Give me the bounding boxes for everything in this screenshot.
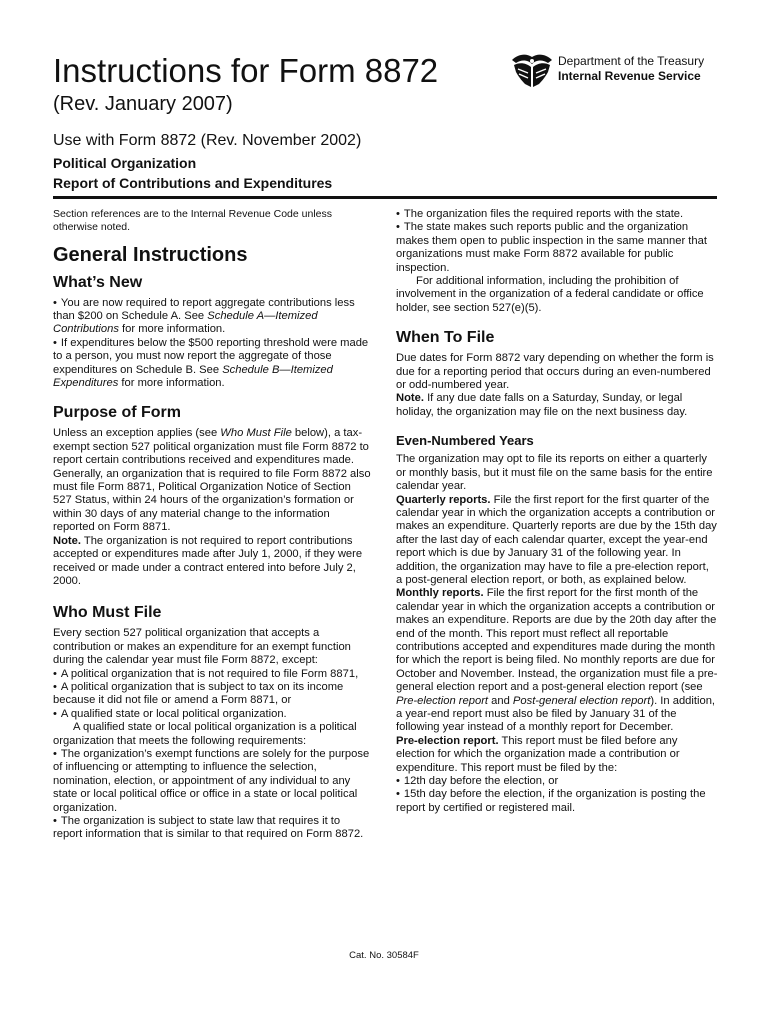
when-to-file-heading: When To File <box>396 329 495 347</box>
purpose-paragraph: Unless an exception applies (see Who Must File below), a tax-exempt section 527 political organization must file Form 8872 to report certain contributions received and expenditures made. Generally, an organization that is required to file Form 8872 also must file Form 8871, Political Organization Notice of Section 527 Status, within 24 hours of the organization’s formation or within 30 days of any material change to the information reported on Form 8871. <box>53 427 371 534</box>
header-rule <box>53 196 717 199</box>
qualified-org-intro: A qualified state or local political organization is a political organization that meets the following requirements: <box>53 721 357 747</box>
whats-new-bullet-1: • You are now required to report aggregate contributions less than $200 on Schedule A. See Schedule A—Itemized Contributions for more information. <box>53 297 371 337</box>
when-to-file-note: Note. If any due date falls on a Saturday, Sunday, or legal holiday, the organization may file on the next business day. <box>396 392 688 418</box>
department-name: Department of the Treasury <box>558 54 705 68</box>
left-column <box>53 208 371 842</box>
qualified-org-bullet-1: • The organization’s exempt functions are solely for the purpose of influencing or attempting to influence the selection, nomination, election, or appointment of any individual to any state or local political office or office in a state or local political organization. <box>53 748 371 815</box>
pre-election-report-paragraph: Pre-election report. This report must be filed before any election for which the organization made a contribution or expenditure. This report must be filed by the: <box>396 734 680 774</box>
whats-new-heading: What’s New <box>53 273 143 291</box>
who-must-file-intro: Every section 527 political organization that accepts a contribution or makes an expenditure for an exempt function during the calendar year must file Form 8872, except: <box>53 627 351 667</box>
who-must-file-bullet-2: • A political organization that is subject to tax on its income because it did not file or amend a Form 8871, or <box>53 681 371 708</box>
even-years-paragraph: The organization may opt to file its reports on either a quarterly or monthly basis, but it must file on the same basis for the entire calendar year. <box>396 453 713 493</box>
subtitle-line-1: Political Organization <box>53 155 197 171</box>
whats-new-bullet-2: • If expenditures below the $500 reporting threshold were made to a person, you must now report the aggregate of those expenditures on Schedule B. See Schedule B—Itemized Expenditures for more information. <box>53 337 371 391</box>
general-instructions-heading: General Instructions <box>53 243 248 266</box>
purpose-of-form-heading: Purpose of Form <box>53 404 182 422</box>
pre-election-bullet-1: • 12th day before the election, or <box>396 775 718 788</box>
qualified-org-bullet-2: • The organization is subject to state law that requires it to report information that is similar to that required on Form 8872. <box>53 815 371 842</box>
state-bullet-2: • The state makes such reports public and the organization makes them open to public inspection in the same manner that organizations must make Form 8872 available for public inspection. <box>396 221 718 275</box>
right-column <box>396 208 718 815</box>
when-to-file-paragraph: Due dates for Form 8872 vary depending on whether the form is due for a reporting period that occurs during an even-numbered or odd-numbered year. <box>396 352 714 392</box>
subtitle-line-2: Report of Contributions and Expenditures <box>53 175 333 191</box>
use-with-note: Use with Form 8872 (Rev. November 2002) <box>53 132 362 149</box>
irs-eagle-logo-icon <box>510 51 554 89</box>
purpose-note: Note. The organization is not required to report contributions accepted or expenditures made after July 1, 2000, if they were received or made under a contract entered into before July 2, 2000. <box>53 534 363 587</box>
who-must-file-bullet-1: • A political organization that is not required to file Form 8871, <box>53 668 371 681</box>
section-references-note: Section references are to the Internal Revenue Code unless otherwise noted. <box>53 208 333 234</box>
agency-name: Internal Revenue Service <box>558 69 701 83</box>
revision-date: (Rev. January 2007) <box>53 93 233 115</box>
who-must-file-heading: Who Must File <box>53 604 162 622</box>
even-numbered-years-heading: Even-Numbered Years <box>396 433 534 449</box>
additional-info-paragraph: For additional information, including the prohibition of involvement in the organization of a federal candidate or office holder, see section 527(e)(5). <box>396 275 704 314</box>
pre-election-bullet-2: • 15th day before the election, if the organization is posting the report by certified or registered mail. <box>396 788 718 815</box>
quarterly-reports-paragraph: Quarterly reports. File the first report for the first quarter of the calendar year in which the organization accepts a contribution or makes an expenditure. Quarterly reports are due by the 15th day after the last day of each calendar quarter, except the year-end report which is due by January 31 of the following year. In addition, the organization may have to file a pre-election report, a post-general election report, or both, as explained below. <box>396 493 717 586</box>
catalog-number: Cat. No. 30584F <box>349 950 419 961</box>
who-must-file-bullet-3: • A qualified state or local political organization. <box>53 708 371 721</box>
document-title: Instructions for Form 8872 <box>53 52 439 89</box>
state-bullet-1: • The organization files the required reports with the state. <box>396 208 718 221</box>
monthly-reports-paragraph: Monthly reports. File the first report for the first month of the calendar year in which the organization accepts a contribution or makes an expenditure. Reports are due by the 20th day after the end of the month. This report must reflect all reportable contributions accepted and expenditures made during the month for which the report is being filed. No monthly reports are due for October and November. Instead, the organization must file a pre-general election report and a post-general election report (see Pre-election report and Post-general election report). In addition, a year-end report must also be filed by January 31 of the following year instead of a monthly report for December. <box>396 587 718 734</box>
